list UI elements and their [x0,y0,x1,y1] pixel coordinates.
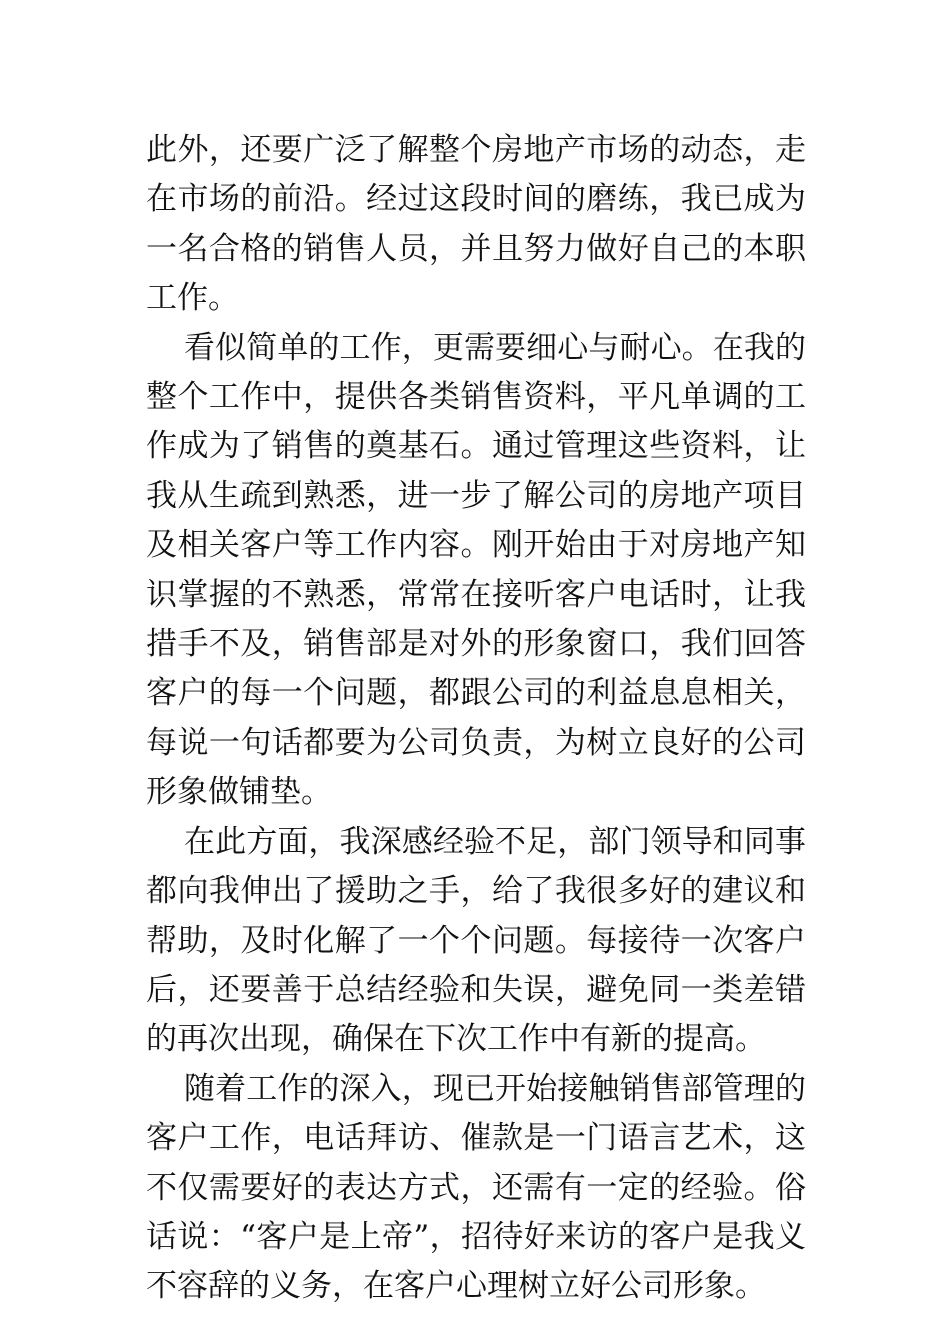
paragraph-2: 看似简单的工作，更需要细心与耐心。在我的整个工作中，提供各类销售资料，平凡单调的工作成为了销售的奠基石。通过管理这些资料，让我从生疏到熟悉，进一步了解公司的房地产项目及相关客户等工作内容。刚开始由于对房地产知识掌握的不熟悉，常常在接听客户电话时，让我措手不及，销售部是对外的形象窗口，我们回答客户的每一个问题，都跟公司的利益息息相关，每说一句话都要为公司负责，为树立良好的公司形象做铺垫。 [146,329,806,811]
paragraph-1: 此外，还要广泛了解整个房地产市场的动态，走在市场的前沿。经过这段时间的磨练，我已成为一名合格的销售人员，并且努力做好自己的本职工作。 [146,132,806,317]
paragraph-4: 随着工作的深入，现已开始接触销售部管理的客户工作，电话拜访、催款是一门语言艺术，这不仅需要好的表达方式，还需有一定的经验。俗话说：“客户是上帝”，招待好来访的客户是我义不容辞的义务，在客户心理树立好公司形象。 [146,1070,806,1305]
document-body [146,126,806,1312]
paragraph-3: 在此方面，我深感经验不足，部门领导和同事都向我伸出了援助之手，给了我很多好的建议和帮助，及时化解了一个个问题。每接待一次客户后，还要善于总结经验和失误，避免同一类差错的再次出现，确保在下次工作中有新的提高。 [146,823,806,1058]
